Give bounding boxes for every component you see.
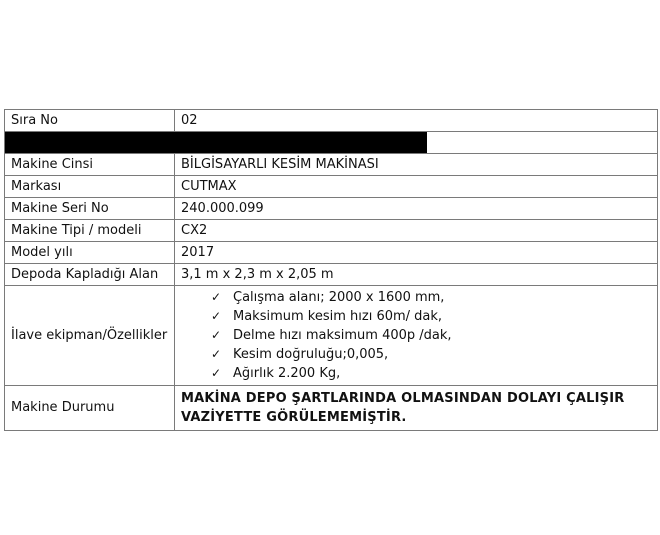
label-markasi: Markası — [5, 176, 175, 198]
row-markasi — [5, 176, 658, 198]
status-text: MAKİNA DEPO ŞARTLARINDA OLMASINDAN DOLAYI ÇALIŞIR VAZİYETTE GÖRÜLEMEMİŞTİR. — [181, 391, 625, 425]
row-model-yili — [5, 242, 658, 264]
row-redacted — [5, 132, 658, 154]
check-mark-icon: ✓ — [211, 309, 222, 323]
value-sira-no: 02 — [175, 110, 658, 132]
machine-info-table — [4, 109, 658, 431]
feature-text: Ağırlık 2.200 Kg, — [233, 366, 341, 381]
feature-text: Delme hızı maksimum 400p /dak, — [233, 328, 452, 343]
label-alan: Depoda Kapladığı Alan — [5, 264, 175, 286]
check-mark-icon: ✓ — [211, 347, 222, 361]
check-mark-icon: ✓ — [211, 328, 222, 342]
feature-item — [211, 326, 651, 345]
row-tipi — [5, 220, 658, 242]
feature-text: Çalışma alanı; 2000 x 1600 mm, — [233, 290, 445, 305]
value-durum — [175, 386, 658, 431]
feature-text: Kesim doğruluğu;0,005, — [233, 347, 389, 362]
check-mark-icon: ✓ — [211, 366, 222, 380]
check-mark-icon: ✓ — [211, 290, 222, 304]
feature-item — [211, 364, 651, 383]
redaction-bar — [5, 132, 427, 153]
row-seri-no — [5, 198, 658, 220]
row-alan — [5, 264, 658, 286]
value-makine-cinsi: BİLGİSAYARLI KESİM MAKİNASI — [175, 154, 658, 176]
value-alan: 3,1 m x 2,3 m x 2,05 m — [175, 264, 658, 286]
value-markasi: CUTMAX — [175, 176, 658, 198]
label-model-yili: Model yılı — [5, 242, 175, 264]
value-ekipman — [175, 286, 658, 386]
value-seri-no: 240.000.099 — [175, 198, 658, 220]
label-makine-cinsi: Makine Cinsi — [5, 154, 175, 176]
label-sira-no: Sıra No — [5, 110, 175, 132]
value-model-yili: 2017 — [175, 242, 658, 264]
feature-text: Maksimum kesim hızı 60m/ dak, — [233, 309, 443, 324]
row-durum — [5, 386, 658, 431]
label-tipi: Makine Tipi / modeli — [5, 220, 175, 242]
row-makine-cinsi — [5, 154, 658, 176]
row-sira-no — [5, 110, 658, 132]
row-ekipman — [5, 286, 658, 386]
label-ekipman: İlave ekipman/Özellikler — [5, 286, 175, 386]
label-durum: Makine Durumu — [5, 386, 175, 431]
feature-item — [211, 288, 651, 307]
value-tipi: CX2 — [175, 220, 658, 242]
redacted-cell — [5, 132, 658, 154]
feature-list — [211, 288, 651, 383]
label-seri-no: Makine Seri No — [5, 198, 175, 220]
feature-item — [211, 307, 651, 326]
feature-item — [211, 345, 651, 364]
